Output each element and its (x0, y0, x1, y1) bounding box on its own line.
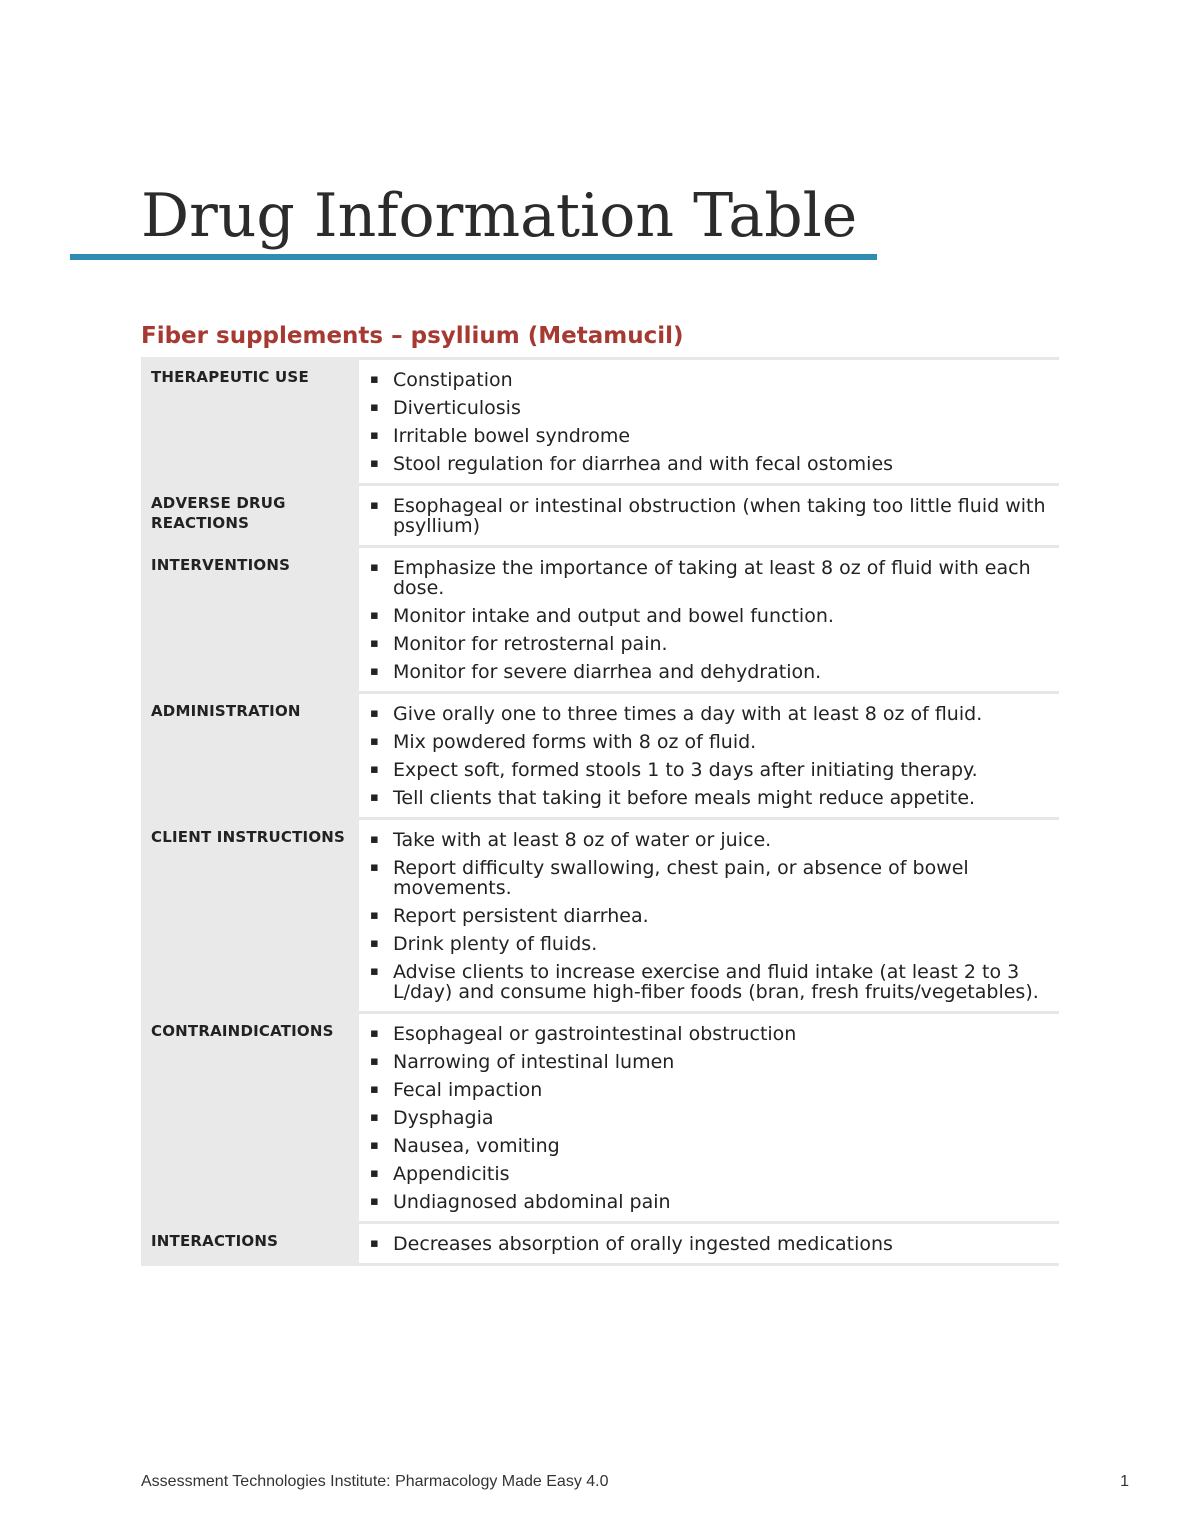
page-number: 1 (1120, 1473, 1129, 1490)
row-content (359, 1221, 1059, 1266)
list-item-text: Monitor for retrosternal pain. (393, 633, 668, 655)
list-item-text: Mix powdered forms with 8 oz of fluid. (393, 731, 757, 753)
table-row (141, 483, 1059, 545)
list-item (369, 606, 1049, 626)
list-item (369, 1192, 1049, 1212)
list-item (369, 662, 1049, 682)
list-item-text: Expect soft, formed stools 1 to 3 days after initiating therapy. (393, 759, 978, 781)
table-row (141, 357, 1059, 483)
row-label: INTERVENTIONS (141, 545, 359, 691)
list-item (369, 962, 1049, 1002)
list-item-text: Emphasize the importance of taking at least 8 oz of fluid with each dose. (393, 557, 1031, 599)
bullet-icon: ▪ (370, 1236, 379, 1251)
bullet-icon: ▪ (370, 400, 379, 415)
footer-source: Assessment Technologies Institute: Pharmacology Made Easy 4.0 (141, 1473, 609, 1490)
bullet-list (369, 496, 1049, 536)
bullet-icon: ▪ (370, 1026, 379, 1041)
list-item-text: Undiagnosed abdominal pain (393, 1191, 671, 1213)
list-item-text: Decreases absorption of orally ingested medications (393, 1233, 893, 1255)
bullet-icon: ▪ (370, 456, 379, 471)
row-label: ADVERSE DRUG REACTIONS (141, 483, 359, 545)
list-item-text: Tell clients that taking it before meals might reduce appetite. (393, 787, 976, 809)
list-item (369, 1136, 1049, 1156)
row-content (359, 691, 1059, 817)
bullet-icon: ▪ (370, 428, 379, 443)
bullet-icon: ▪ (370, 706, 379, 721)
list-item (369, 788, 1049, 808)
list-item (369, 398, 1049, 418)
list-item (369, 704, 1049, 724)
row-content (359, 483, 1059, 545)
list-item-text: Irritable bowel syndrome (393, 425, 631, 447)
row-label: THERAPEUTIC USE (141, 357, 359, 483)
list-item-text: Nausea, vomiting (393, 1135, 560, 1157)
list-item-text: Dysphagia (393, 1107, 494, 1129)
row-content (359, 545, 1059, 691)
list-item-text: Report difficulty swallowing, chest pain, or absence of bowel movements. (393, 857, 969, 899)
list-item (369, 370, 1049, 390)
bullet-icon: ▪ (370, 1194, 379, 1209)
bullet-icon: ▪ (370, 1166, 379, 1181)
bullet-icon: ▪ (370, 1082, 379, 1097)
bullet-list (369, 830, 1049, 1002)
list-item-text: Take with at least 8 oz of water or juice. (393, 829, 772, 851)
list-item-text: Constipation (393, 369, 513, 391)
bullet-list (369, 1024, 1049, 1212)
bullet-icon: ▪ (370, 964, 379, 979)
list-item (369, 732, 1049, 752)
list-item (369, 1024, 1049, 1044)
table-row (141, 545, 1059, 691)
bullet-icon: ▪ (370, 762, 379, 777)
bullet-icon: ▪ (370, 936, 379, 951)
table-row (141, 1011, 1059, 1221)
bullet-list (369, 370, 1049, 474)
bullet-icon: ▪ (370, 1110, 379, 1125)
table-row (141, 691, 1059, 817)
list-item-text: Monitor for severe diarrhea and dehydration. (393, 661, 822, 683)
bullet-icon: ▪ (370, 498, 379, 513)
row-content (359, 357, 1059, 483)
list-item (369, 1080, 1049, 1100)
list-item-text: Advise clients to increase exercise and fluid intake (at least 2 to 3 L/day) and consume high-fiber foods (bran, fresh fruits/vegetables). (393, 961, 1039, 1003)
list-item-text: Narrowing of intestinal lumen (393, 1051, 675, 1073)
bullet-icon: ▪ (370, 636, 379, 651)
drug-info-table (141, 357, 1059, 1266)
list-item (369, 426, 1049, 446)
list-item-text: Esophageal or gastrointestinal obstruction (393, 1023, 797, 1045)
list-item (369, 1108, 1049, 1128)
list-item-text: Esophageal or intestinal obstruction (when taking too little fluid with psyllium) (393, 495, 1046, 537)
list-item (369, 634, 1049, 654)
list-item (369, 760, 1049, 780)
bullet-icon: ▪ (370, 790, 379, 805)
list-item (369, 496, 1049, 536)
bullet-icon: ▪ (370, 734, 379, 749)
bullet-list (369, 558, 1049, 682)
list-item-text: Stool regulation for diarrhea and with fecal ostomies (393, 453, 894, 475)
row-content (359, 817, 1059, 1011)
bullet-icon: ▪ (370, 372, 379, 387)
page-title: Drug Information Table (141, 181, 858, 251)
bullet-icon: ▪ (370, 560, 379, 575)
title-underline (70, 254, 877, 260)
bullet-icon: ▪ (370, 908, 379, 923)
list-item (369, 858, 1049, 898)
bullet-list (369, 1234, 1049, 1254)
bullet-icon: ▪ (370, 664, 379, 679)
row-label: INTERACTIONS (141, 1221, 359, 1266)
list-item (369, 934, 1049, 954)
drug-heading: Fiber supplements – psyllium (Metamucil) (141, 323, 684, 349)
bullet-icon: ▪ (370, 1054, 379, 1069)
bullet-list (369, 704, 1049, 808)
list-item (369, 906, 1049, 926)
list-item (369, 558, 1049, 598)
table-row (141, 817, 1059, 1011)
row-label: CONTRAINDICATIONS (141, 1011, 359, 1221)
list-item-text: Drink plenty of fluids. (393, 933, 598, 955)
list-item-text: Monitor intake and output and bowel function. (393, 605, 834, 627)
list-item (369, 1164, 1049, 1184)
row-label: ADMINISTRATION (141, 691, 359, 817)
list-item-text: Appendicitis (393, 1163, 510, 1185)
list-item (369, 454, 1049, 474)
list-item-text: Diverticulosis (393, 397, 521, 419)
row-label: CLIENT INSTRUCTIONS (141, 817, 359, 1011)
bullet-icon: ▪ (370, 608, 379, 623)
list-item-text: Give orally one to three times a day with at least 8 oz of fluid. (393, 703, 983, 725)
row-content (359, 1011, 1059, 1221)
table-row (141, 1221, 1059, 1266)
bullet-icon: ▪ (370, 1138, 379, 1153)
list-item (369, 830, 1049, 850)
list-item-text: Report persistent diarrhea. (393, 905, 649, 927)
bullet-icon: ▪ (370, 832, 379, 847)
list-item-text: Fecal impaction (393, 1079, 543, 1101)
bullet-icon: ▪ (370, 860, 379, 875)
list-item (369, 1052, 1049, 1072)
list-item (369, 1234, 1049, 1254)
